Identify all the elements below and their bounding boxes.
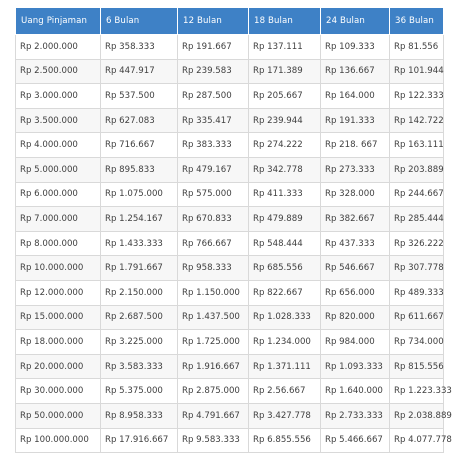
installment-cell: Rp 1.234.000 <box>249 330 321 355</box>
loan-amount-cell: Rp 7.000.000 <box>16 207 101 232</box>
installment-cell: Rp 627.083 <box>101 108 178 133</box>
loan-installment-table <box>15 7 452 453</box>
installment-cell: Rp 218. 667 <box>321 133 390 158</box>
table-row <box>16 256 444 281</box>
installment-cell: Rp 81.556 <box>390 35 444 60</box>
table-row <box>16 305 444 330</box>
installment-cell: Rp 716.667 <box>101 133 178 158</box>
installment-cell: Rp 1.150.000 <box>178 280 249 305</box>
installment-cell: Rp 815.556 <box>390 354 444 379</box>
installment-cell: Rp 287.500 <box>178 84 249 109</box>
installment-cell: Rp 109.333 <box>321 35 390 60</box>
loan-amount-cell: Rp 12.000.000 <box>16 280 101 305</box>
column-header-loan-amount: Uang Pinjaman <box>16 8 101 35</box>
installment-cell: Rp 1.223.333 <box>390 379 444 404</box>
installment-cell: Rp 326.222 <box>390 231 444 256</box>
loan-amount-cell: Rp 2.500.000 <box>16 59 101 84</box>
installment-cell: Rp 203.889 <box>390 157 444 182</box>
installment-cell: Rp 447.917 <box>101 59 178 84</box>
installment-cell: Rp 575.000 <box>178 182 249 207</box>
loan-amount-cell: Rp 20.000.000 <box>16 354 101 379</box>
installment-cell: Rp 142.722 <box>390 108 444 133</box>
table-row <box>16 84 444 109</box>
installment-cell: Rp 1.791.667 <box>101 256 178 281</box>
installment-cell: Rp 685.556 <box>249 256 321 281</box>
installment-cell: Rp 2.150.000 <box>101 280 178 305</box>
installment-cell: Rp 137.111 <box>249 35 321 60</box>
installment-cell: Rp 8.958.333 <box>101 403 178 428</box>
installment-cell: Rp 244.667 <box>390 182 444 207</box>
installment-cell: Rp 17.916.667 <box>101 428 178 453</box>
installment-cell: Rp 656.000 <box>321 280 390 305</box>
installment-cell: Rp 489.333 <box>390 280 444 305</box>
table-row <box>16 379 444 404</box>
installment-cell: Rp 285.444 <box>390 207 444 232</box>
installment-cell: Rp 328.000 <box>321 182 390 207</box>
column-header-24-months: 24 Bulan <box>321 8 390 35</box>
installment-cell: Rp 548.444 <box>249 231 321 256</box>
installment-cell: Rp 163.111 <box>390 133 444 158</box>
loan-amount-cell: Rp 100.000.000 <box>16 428 101 453</box>
installment-cell: Rp 191.333 <box>321 108 390 133</box>
installment-cell: Rp 171.389 <box>249 59 321 84</box>
installment-cell: Rp 3.583.333 <box>101 354 178 379</box>
table-row <box>16 157 444 182</box>
installment-cell: Rp 479.889 <box>249 207 321 232</box>
loan-amount-cell: Rp 18.000.000 <box>16 330 101 355</box>
installment-cell: Rp 4.077.778 <box>390 428 444 453</box>
installment-cell: Rp 239.583 <box>178 59 249 84</box>
loan-amount-cell: Rp 10.000.000 <box>16 256 101 281</box>
loan-amount-cell: Rp 3.500.000 <box>16 108 101 133</box>
table-row <box>16 403 444 428</box>
installment-cell: Rp 6.855.556 <box>249 428 321 453</box>
table-row <box>16 182 444 207</box>
table-row <box>16 354 444 379</box>
installment-cell: Rp 3.427.778 <box>249 403 321 428</box>
installment-cell: Rp 335.417 <box>178 108 249 133</box>
loan-amount-cell: Rp 8.000.000 <box>16 231 101 256</box>
header-row <box>16 8 444 35</box>
installment-cell: Rp 2.733.333 <box>321 403 390 428</box>
installment-cell: Rp 136.667 <box>321 59 390 84</box>
table-row <box>16 330 444 355</box>
column-header-6-months: 6 Bulan <box>101 8 178 35</box>
installment-cell: Rp 273.333 <box>321 157 390 182</box>
installment-cell: Rp 2.038.889 <box>390 403 444 428</box>
table-row <box>16 35 444 60</box>
installment-cell: Rp 546.667 <box>321 256 390 281</box>
installment-cell: Rp 537.500 <box>101 84 178 109</box>
loan-amount-cell: Rp 5.000.000 <box>16 157 101 182</box>
column-header-12-months: 12 Bulan <box>178 8 249 35</box>
loan-amount-cell: Rp 30.000.000 <box>16 379 101 404</box>
loan-amount-cell: Rp 4.000.000 <box>16 133 101 158</box>
installment-cell: Rp 1.371.111 <box>249 354 321 379</box>
table-row <box>16 59 444 84</box>
installment-cell: Rp 342.778 <box>249 157 321 182</box>
installment-cell: Rp 895.833 <box>101 157 178 182</box>
installment-cell: Rp 2.56.667 <box>249 379 321 404</box>
installment-cell: Rp 1.916.667 <box>178 354 249 379</box>
installment-cell: Rp 734.000 <box>390 330 444 355</box>
column-header-18-months: 18 Bulan <box>249 8 321 35</box>
installment-cell: Rp 1.075.000 <box>101 182 178 207</box>
installment-cell: Rp 437.333 <box>321 231 390 256</box>
table-row <box>16 133 444 158</box>
installment-cell: Rp 1.093.333 <box>321 354 390 379</box>
installment-cell: Rp 2.687.500 <box>101 305 178 330</box>
installment-cell: Rp 1.028.333 <box>249 305 321 330</box>
table-row <box>16 428 444 453</box>
installment-cell: Rp 164.000 <box>321 84 390 109</box>
installment-cell: Rp 5.466.667 <box>321 428 390 453</box>
installment-cell: Rp 101.944 <box>390 59 444 84</box>
installment-cell: Rp 5.375.000 <box>101 379 178 404</box>
installment-cell: Rp 820.000 <box>321 305 390 330</box>
installment-cell: Rp 239.944 <box>249 108 321 133</box>
table-row <box>16 280 444 305</box>
table-row <box>16 108 444 133</box>
installment-cell: Rp 766.667 <box>178 231 249 256</box>
loan-amount-cell: Rp 2.000.000 <box>16 35 101 60</box>
installment-cell: Rp 1.254.167 <box>101 207 178 232</box>
installment-cell: Rp 382.667 <box>321 207 390 232</box>
installment-cell: Rp 2.875.000 <box>178 379 249 404</box>
table-row <box>16 231 444 256</box>
table-row <box>16 207 444 232</box>
installment-cell: Rp 274.222 <box>249 133 321 158</box>
installment-cell: Rp 205.667 <box>249 84 321 109</box>
installment-cell: Rp 958.333 <box>178 256 249 281</box>
installment-cell: Rp 358.333 <box>101 35 178 60</box>
installment-cell: Rp 822.667 <box>249 280 321 305</box>
installment-cell: Rp 411.333 <box>249 182 321 207</box>
table-body <box>16 35 452 453</box>
installment-cell: Rp 1.437.500 <box>178 305 249 330</box>
installment-cell: Rp 670.833 <box>178 207 249 232</box>
installment-cell: Rp 1.433.333 <box>101 231 178 256</box>
installment-cell: Rp 611.667 <box>390 305 444 330</box>
installment-cell: Rp 1.640.000 <box>321 379 390 404</box>
installment-cell: Rp 3.225.000 <box>101 330 178 355</box>
loan-amount-cell: Rp 50.000.000 <box>16 403 101 428</box>
loan-table-container <box>15 7 452 453</box>
installment-cell: Rp 479.167 <box>178 157 249 182</box>
installment-cell: Rp 4.791.667 <box>178 403 249 428</box>
installment-cell: Rp 307.778 <box>390 256 444 281</box>
loan-amount-cell: Rp 15.000.000 <box>16 305 101 330</box>
installment-cell: Rp 122.333 <box>390 84 444 109</box>
table-header <box>16 8 444 35</box>
installment-cell: Rp 191.667 <box>178 35 249 60</box>
loan-amount-cell: Rp 6.000.000 <box>16 182 101 207</box>
installment-cell: Rp 383.333 <box>178 133 249 158</box>
installment-cell: Rp 9.583.333 <box>178 428 249 453</box>
installment-cell: Rp 984.000 <box>321 330 390 355</box>
loan-amount-cell: Rp 3.000.000 <box>16 84 101 109</box>
installment-cell: Rp 1.725.000 <box>178 330 249 355</box>
column-header-36-months: 36 Bulan <box>390 8 444 35</box>
